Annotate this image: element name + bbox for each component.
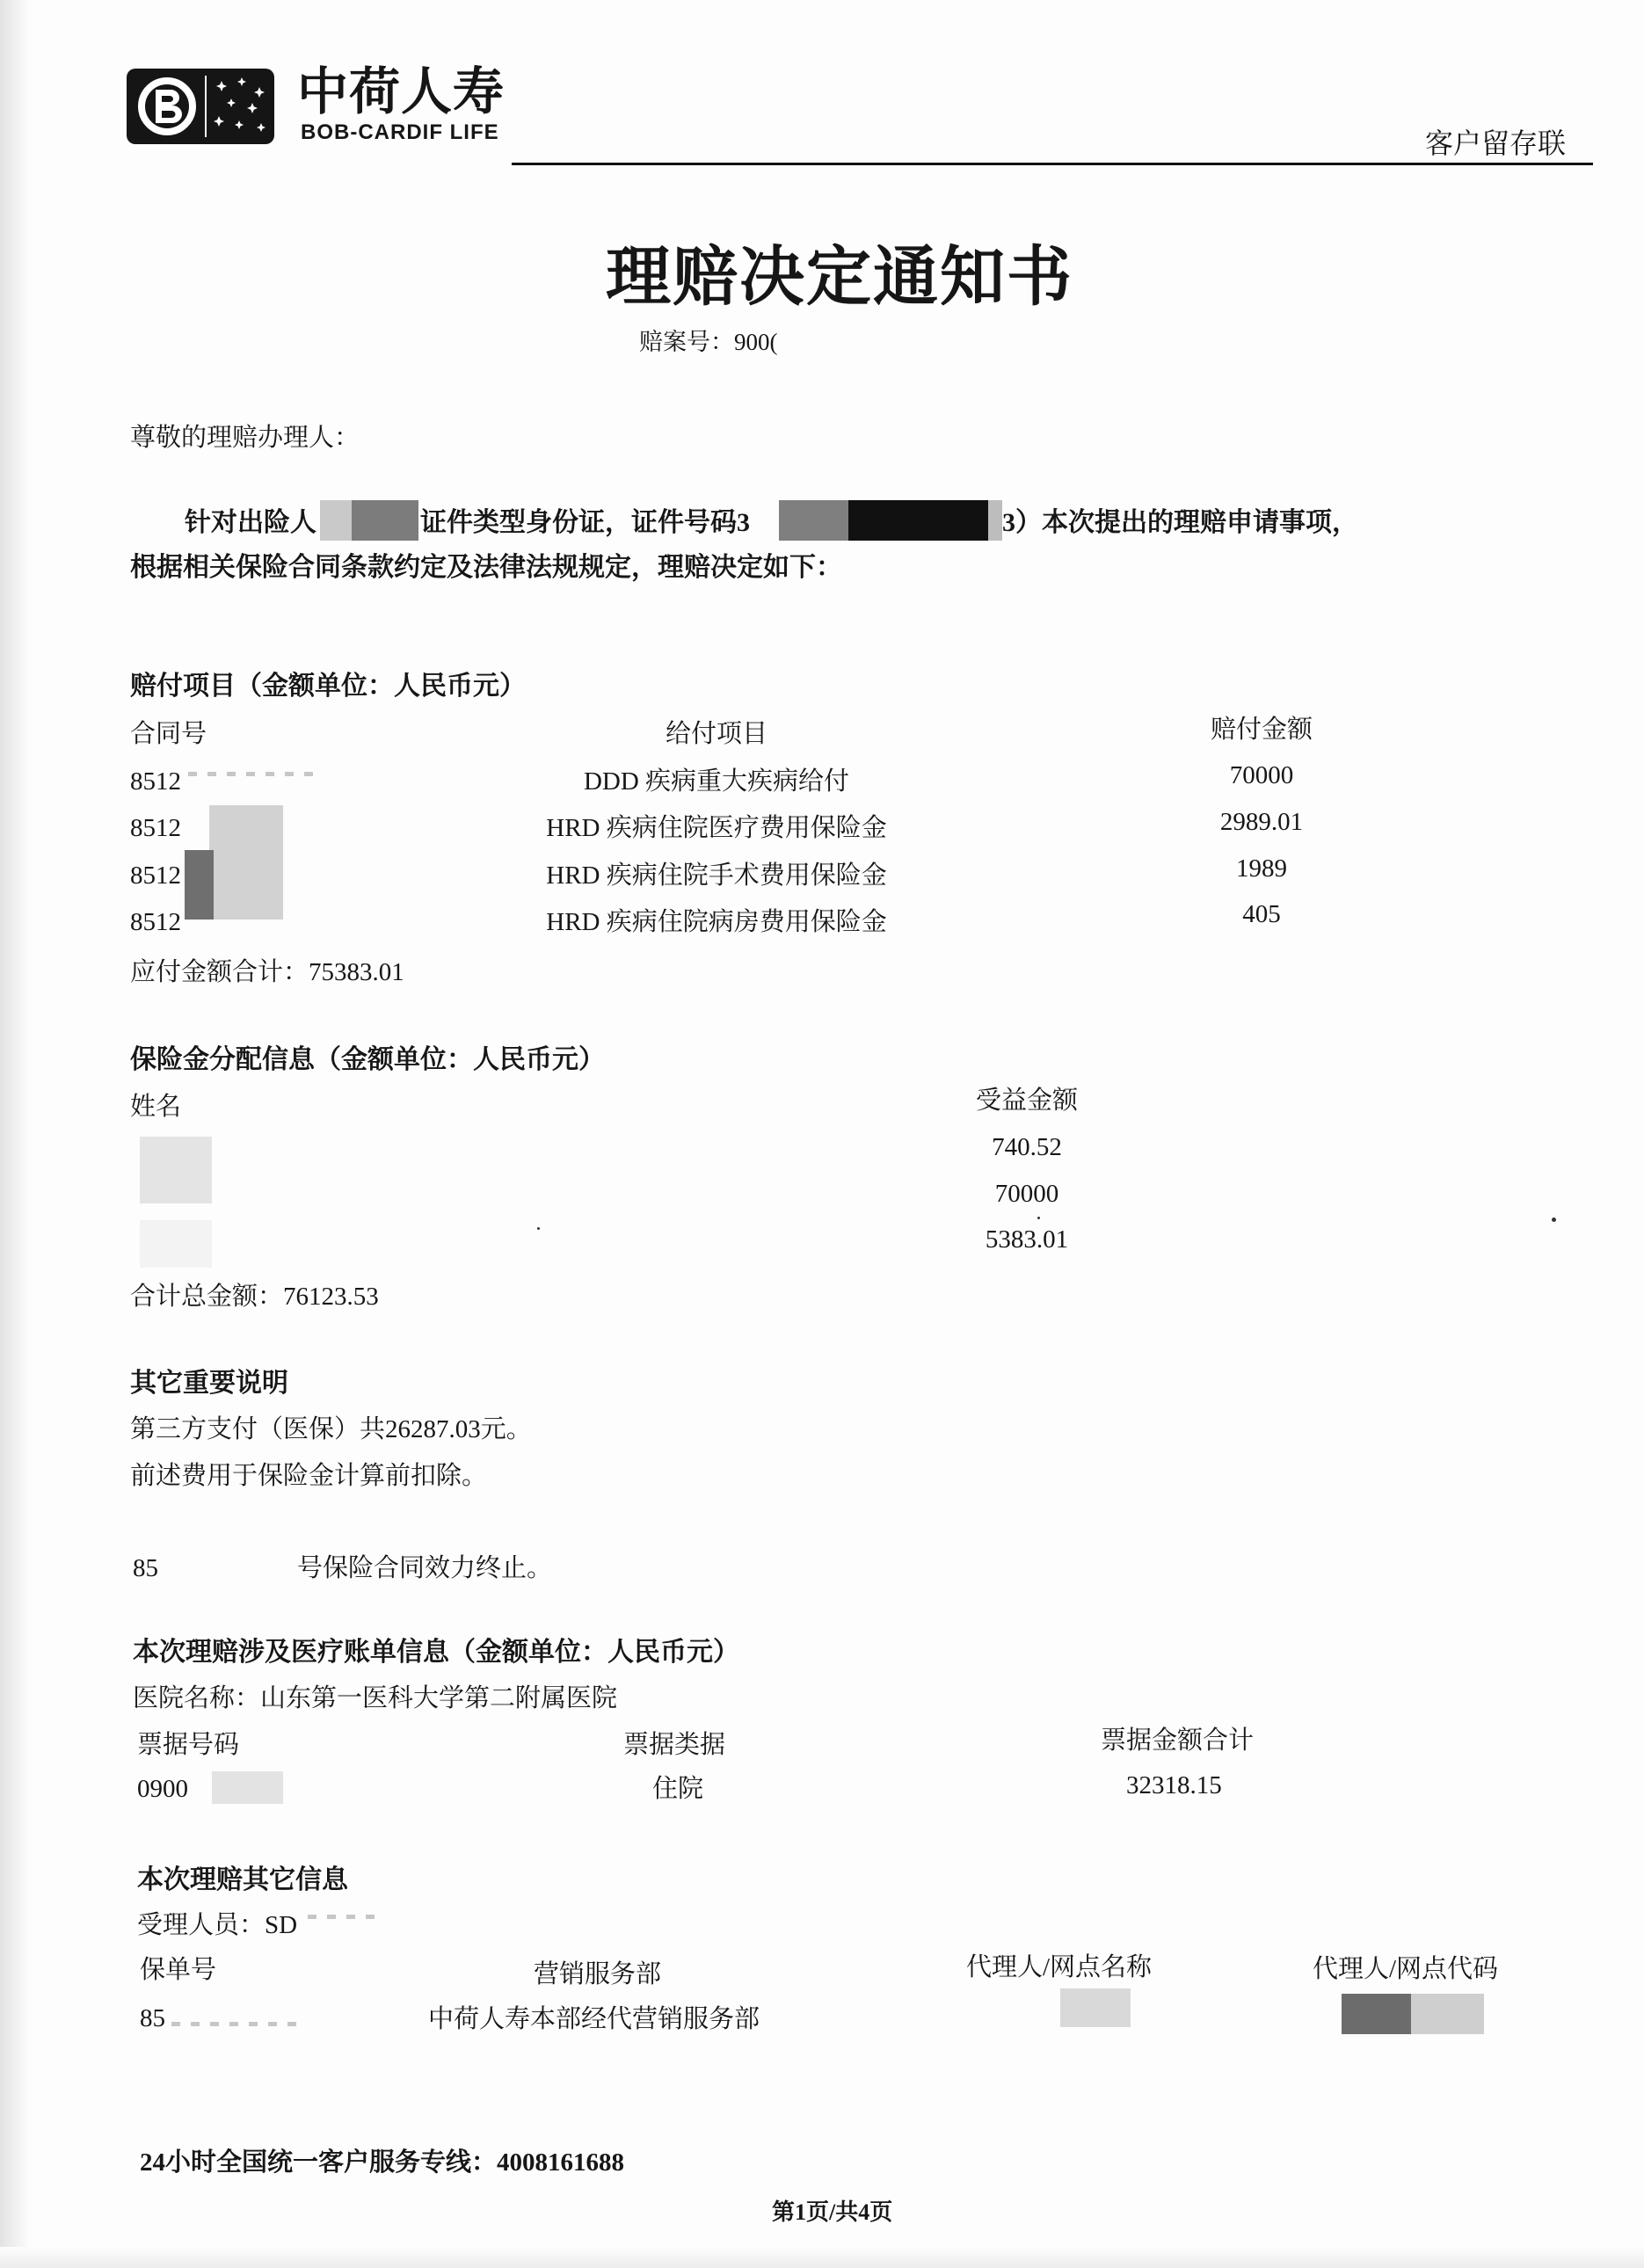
intro-text-1: 针对出险人 <box>185 508 316 537</box>
medical-heading: 本次理赔涉及医疗账单信息（金额单位：人民币元） <box>133 1638 739 1667</box>
scan-speck <box>537 1227 540 1230</box>
claim-item: HRD 疾病住院医疗费用保险金 <box>546 814 887 842</box>
distribution-total: 合计总金额：76123.53 <box>130 1283 379 1311</box>
company-name-cn: 中荷人寿 <box>297 63 506 120</box>
claim-amount: 405 <box>1242 900 1281 928</box>
claim-contract-no: 8512 <box>130 861 181 890</box>
bob-cardif-logo-icon <box>127 69 274 144</box>
other-col-agent-code: 代理人/网点代码 <box>1313 1955 1499 1983</box>
claims-col-item: 给付项目 <box>665 720 767 748</box>
claim-item: HRD 疾病住院病房费用保险金 <box>546 908 887 936</box>
sales-department: 中荷人寿本部经代营销服务部 <box>428 2005 760 2033</box>
distribution-col-amount: 受益金额 <box>975 1087 1078 1115</box>
policy-number: 85 <box>140 2004 165 2032</box>
redaction-agent-name <box>1060 1988 1131 2027</box>
claim-amount: 70000 <box>1229 761 1294 789</box>
redaction-agent-code-light <box>1411 1994 1484 2034</box>
note-line: 第三方支付（医保）共26287.03元。 <box>130 1415 532 1443</box>
claim-amount: 2989.01 <box>1219 808 1304 836</box>
other-col-sales-dept: 营销服务部 <box>534 1960 662 1988</box>
medical-col-bill-no: 票据号码 <box>137 1731 240 1759</box>
claim-contract-no: 8512 <box>130 814 181 842</box>
service-hotline: 24小时全国统一客户服务专线：4008161688 <box>140 2148 625 2177</box>
hospital-name: 医院名称：山东第一医科大学第二附属医院 <box>133 1684 618 1712</box>
scan-speck <box>1552 1218 1556 1222</box>
redaction-agent-code <box>1342 1994 1411 2034</box>
redaction-contract-numbers <box>209 805 283 920</box>
claim-item: HRD 疾病住院手术费用保险金 <box>546 861 887 890</box>
claim-handler: 受理人员：SD <box>137 1911 298 1939</box>
claim-contract-no: 8512 <box>130 767 181 796</box>
scan-edge-left <box>0 0 30 2268</box>
redaction-id-number-gray <box>779 500 848 541</box>
beneficiary-amount: 5383.01 <box>985 1225 1069 1254</box>
redaction-trace <box>171 2022 299 2026</box>
redaction-trace <box>308 1915 383 1919</box>
intro-text-2: 证件类型身份证，证件号码3 <box>420 508 750 537</box>
distribution-heading: 保险金分配信息（金额单位：人民币元） <box>130 1045 605 1074</box>
redaction-beneficiary-name <box>140 1137 212 1203</box>
claims-heading: 赔付项目（金额单位：人民币元） <box>130 672 526 701</box>
other-info-heading: 本次理赔其它信息 <box>137 1865 348 1894</box>
scan-speck <box>1037 1217 1040 1219</box>
claim-contract-no: 8512 <box>130 908 181 936</box>
distribution-col-name: 姓名 <box>130 1093 182 1121</box>
redaction-id-number-light <box>988 500 1002 541</box>
company-name-en: BOB-CARDIF LIFE <box>301 120 499 144</box>
claims-col-amount: 赔付金额 <box>1210 716 1313 744</box>
redaction-trace <box>188 772 320 776</box>
claims-col-contract: 合同号 <box>130 720 207 748</box>
terminated-policy-prefix: 85 <box>133 1554 158 1582</box>
terminated-policy-text: 号保险合同效力终止。 <box>297 1554 553 1582</box>
header-rule <box>512 163 1593 165</box>
case-number: 赔案号：900( <box>639 329 778 355</box>
claim-amount: 1989 <box>1236 854 1287 883</box>
document-title: 理赔决定通知书 <box>606 242 1073 314</box>
bill-total: 32318.15 <box>1126 1771 1222 1799</box>
other-col-policy-no: 保单号 <box>140 1956 217 1984</box>
medical-col-bill-type: 票据类据 <box>623 1731 726 1759</box>
beneficiary-amount: 70000 <box>994 1180 1059 1208</box>
redaction-bill-number <box>212 1771 283 1804</box>
bill-number: 0900 <box>137 1775 188 1803</box>
claims-total: 应付金额合计：75383.01 <box>130 958 404 986</box>
intro-text-3: 3）本次提出的理赔申请事项， <box>1002 508 1358 537</box>
note-line: 前述费用于保险金计算前扣除。 <box>130 1462 488 1490</box>
redaction-insured-name <box>352 500 418 541</box>
scan-edge-bottom <box>0 2247 1644 2268</box>
redaction-beneficiary-name <box>140 1220 212 1268</box>
claim-item: DDD 疾病重大疾病给付 <box>583 767 850 796</box>
other-col-agent-name: 代理人/网点名称 <box>966 1953 1153 1981</box>
bill-type: 住院 <box>652 1775 704 1803</box>
page-indicator: 第1页/共4页 <box>772 2199 893 2225</box>
redaction-id-number <box>848 500 988 541</box>
intro-text-line2: 根据相关保险合同条款约定及法律法规规定，理赔决定如下： <box>130 553 842 582</box>
notes-heading: 其它重要说明 <box>130 1369 288 1398</box>
medical-col-bill-total: 票据金额合计 <box>1101 1726 1255 1755</box>
redaction-insured-name-light <box>320 500 352 541</box>
beneficiary-amount: 740.52 <box>992 1133 1062 1161</box>
redaction-contract-numbers-dark <box>185 850 214 920</box>
copy-label: 客户留存联 <box>1425 127 1567 159</box>
greeting: 尊敬的理赔办理人： <box>130 424 360 452</box>
